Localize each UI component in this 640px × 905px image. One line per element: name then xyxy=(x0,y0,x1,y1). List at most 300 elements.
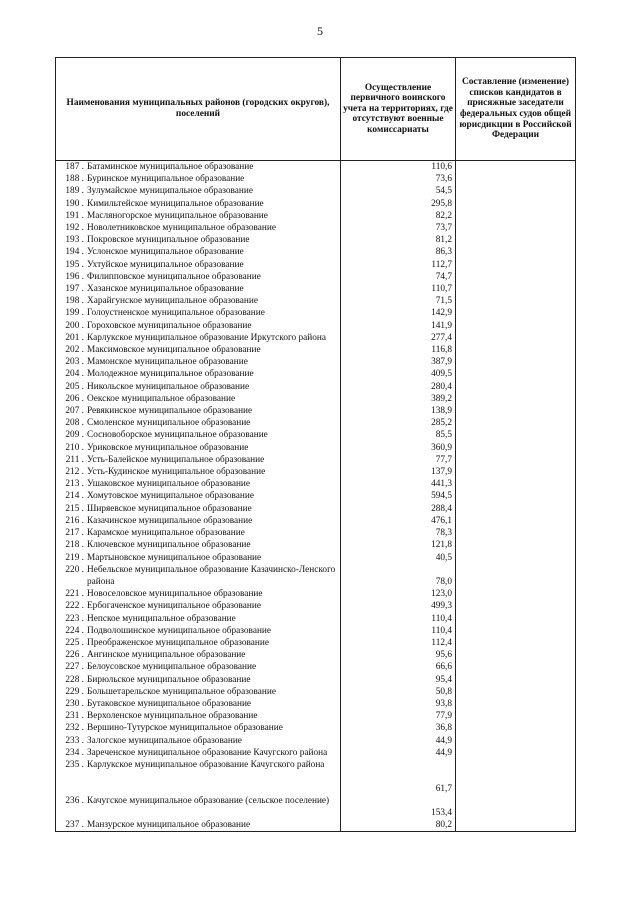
municipality-name: Новоселовское муниципальное образование xyxy=(87,589,263,600)
municipality-name: Бирюльское муниципальное образование xyxy=(87,674,251,685)
table-row xyxy=(56,698,576,710)
jury-candidates-value xyxy=(456,515,576,527)
table-row xyxy=(56,442,576,454)
municipality-name: Харайгунское муниципальное образование xyxy=(87,296,258,307)
municipality-cell xyxy=(56,527,341,539)
municipality-cell xyxy=(56,246,341,258)
municipality-name: Зареченское муниципальное образование Качугского района xyxy=(87,747,328,758)
municipality-cell xyxy=(56,161,341,174)
jury-candidates-value xyxy=(456,564,576,588)
row-number: 225 . xyxy=(65,637,84,648)
municipality-name: Масляногорское муниципальное образование xyxy=(87,210,268,221)
table-row xyxy=(56,564,576,588)
municipality-cell xyxy=(56,722,341,734)
municipality-cell xyxy=(56,625,341,637)
municipality-name: Хазанское муниципальное образование xyxy=(87,284,244,295)
military-registration-value: 112,4 xyxy=(341,637,456,649)
row-number: 196 . xyxy=(65,271,84,282)
municipality-cell xyxy=(56,283,341,295)
row-number: 204 . xyxy=(65,369,84,380)
table-row xyxy=(56,674,576,686)
jury-candidates-value xyxy=(456,271,576,283)
municipality-cell xyxy=(56,271,341,283)
page-number: 5 xyxy=(317,24,323,38)
table-row xyxy=(56,613,576,625)
municipality-name: Манзурское муниципальное образование xyxy=(87,819,251,830)
table-row xyxy=(56,173,576,185)
municipality-cell xyxy=(56,466,341,478)
table-row xyxy=(56,503,576,515)
municipality-cell xyxy=(56,234,341,246)
jury-candidates-value xyxy=(456,295,576,307)
table-row xyxy=(56,185,576,197)
table-row xyxy=(56,819,576,832)
municipality-name: Ревякинское муниципальное образование xyxy=(87,406,253,417)
municipality-cell xyxy=(56,795,341,819)
military-registration-value: 110,7 xyxy=(341,283,456,295)
municipality-name: Подволошинское муниципальное образование xyxy=(87,625,272,636)
jury-candidates-value xyxy=(456,417,576,429)
row-number: 206 . xyxy=(65,393,84,404)
municipality-cell xyxy=(56,332,341,344)
jury-candidates-value xyxy=(456,283,576,295)
jury-candidates-value xyxy=(456,539,576,551)
row-number: 223 . xyxy=(65,613,84,624)
municipality-cell xyxy=(56,356,341,368)
military-registration-value: 71,5 xyxy=(341,295,456,307)
municipality-name: Услонское муниципальное образование xyxy=(87,247,244,258)
military-registration-value: 288,4 xyxy=(341,503,456,515)
military-registration-value: 73,7 xyxy=(341,222,456,234)
row-number: 210 . xyxy=(65,442,84,453)
municipality-name: Голоустненское муниципальное образование xyxy=(87,308,265,319)
jury-candidates-value xyxy=(456,588,576,600)
municipality-name: Ербогаченское муниципальное образование xyxy=(87,601,262,612)
row-number: 209 . xyxy=(65,430,84,441)
table-row xyxy=(56,490,576,502)
jury-candidates-value xyxy=(456,307,576,319)
municipality-name: Ухтуйское муниципальное образование xyxy=(87,259,244,270)
table-row xyxy=(56,405,576,417)
municipality-name: Хомутовское муниципальное образование xyxy=(87,491,255,502)
table-row xyxy=(56,283,576,295)
municipality-name: Ключевское муниципальное образование xyxy=(87,540,251,551)
municipality-cell xyxy=(56,307,341,319)
municipality-cell xyxy=(56,210,341,222)
municipality-name: Ширяевское муниципальное образование xyxy=(87,503,252,514)
municipality-name: Усть-Кудинское муниципальное образование xyxy=(87,467,266,478)
municipality-name: Новолетниковское муниципальное образование xyxy=(87,223,276,234)
military-registration-value: 594,5 xyxy=(341,490,456,502)
table-row xyxy=(56,795,576,819)
jury-candidates-value xyxy=(456,381,576,393)
municipality-cell xyxy=(56,454,341,466)
municipality-name: Сосновоборское муниципальное образование xyxy=(87,430,268,441)
jury-candidates-value xyxy=(456,368,576,380)
municipality-cell xyxy=(56,674,341,686)
municipality-cell xyxy=(56,503,341,515)
military-registration-value: 66,6 xyxy=(341,661,456,673)
jury-candidates-value xyxy=(456,393,576,405)
row-number: 207 . xyxy=(65,406,84,417)
row-number: 189 . xyxy=(65,186,84,197)
municipality-name: Гороховское муниципальное образование xyxy=(87,320,252,331)
table-row xyxy=(56,637,576,649)
municipality-cell xyxy=(56,429,341,441)
table-row xyxy=(56,246,576,258)
table-row xyxy=(56,417,576,429)
military-registration-value: 123,0 xyxy=(341,588,456,600)
jury-candidates-value xyxy=(456,185,576,197)
municipality-cell xyxy=(56,442,341,454)
row-number: 231 . xyxy=(65,711,84,722)
table-row xyxy=(56,271,576,283)
jury-candidates-value xyxy=(456,478,576,490)
military-registration-value: 285,2 xyxy=(341,417,456,429)
appropriations-table xyxy=(55,57,576,832)
municipality-name: Карамское муниципальное образование xyxy=(87,528,245,539)
table-body xyxy=(56,161,576,832)
municipality-cell xyxy=(56,613,341,625)
jury-candidates-value xyxy=(456,747,576,759)
jury-candidates-value xyxy=(456,625,576,637)
municipality-name: Залогское муниципальное образование xyxy=(87,735,242,746)
military-registration-value: 295,8 xyxy=(341,198,456,210)
municipality-name: Казачинское муниципальное образование xyxy=(87,515,253,526)
municipality-name: Качугское муниципальное образование (сельское поселение) xyxy=(87,795,330,806)
municipality-cell xyxy=(56,478,341,490)
military-registration-value: 112,7 xyxy=(341,259,456,271)
row-number: 230 . xyxy=(65,698,84,709)
jury-candidates-value xyxy=(456,759,576,795)
military-registration-value: 80,2 xyxy=(341,819,456,832)
municipality-name: Верхоленское муниципальное образование xyxy=(87,711,258,722)
military-registration-value: 50,8 xyxy=(341,686,456,698)
military-registration-value: 81,2 xyxy=(341,234,456,246)
row-number: 214 . xyxy=(65,491,84,502)
table-row xyxy=(56,722,576,734)
row-number: 218 . xyxy=(65,540,84,551)
table-row xyxy=(56,527,576,539)
jury-candidates-value xyxy=(456,405,576,417)
municipality-name: Ангинское муниципальное образование xyxy=(87,650,246,661)
municipality-cell xyxy=(56,381,341,393)
row-number: 195 . xyxy=(65,259,84,270)
military-registration-value: 44,9 xyxy=(341,747,456,759)
military-registration-value: 138,9 xyxy=(341,405,456,417)
table-row xyxy=(56,735,576,747)
row-number: 200 . xyxy=(65,320,84,331)
military-registration-value: 110,4 xyxy=(341,613,456,625)
row-number: 237 . xyxy=(65,819,84,830)
jury-candidates-value xyxy=(456,210,576,222)
row-number: 191 . xyxy=(65,210,84,221)
military-registration-value: 61,7 xyxy=(341,759,456,795)
table-row xyxy=(56,661,576,673)
row-number: 216 . xyxy=(65,515,84,526)
military-registration-value: 409,5 xyxy=(341,368,456,380)
table-row xyxy=(56,344,576,356)
military-registration-value: 86,3 xyxy=(341,246,456,258)
table-row xyxy=(56,429,576,441)
row-number: 192 . xyxy=(65,223,84,234)
row-number: 222 . xyxy=(65,601,84,612)
jury-candidates-value xyxy=(456,649,576,661)
row-number: 224 . xyxy=(65,625,84,636)
municipality-cell xyxy=(56,759,341,795)
jury-candidates-value xyxy=(456,161,576,174)
jury-candidates-value xyxy=(456,613,576,625)
table-row xyxy=(56,368,576,380)
jury-candidates-value xyxy=(456,246,576,258)
table-row xyxy=(56,381,576,393)
municipality-cell xyxy=(56,661,341,673)
row-number: 229 . xyxy=(65,686,84,697)
table-row xyxy=(56,625,576,637)
row-number: 208 . xyxy=(65,418,84,429)
jury-candidates-value xyxy=(456,454,576,466)
table-row xyxy=(56,552,576,564)
table-row xyxy=(56,320,576,332)
row-number: 190 . xyxy=(65,198,84,209)
jury-candidates-value xyxy=(456,686,576,698)
municipality-cell xyxy=(56,819,341,832)
row-number: 215 . xyxy=(65,503,84,514)
military-registration-value: 277,4 xyxy=(341,332,456,344)
jury-candidates-value xyxy=(456,320,576,332)
jury-candidates-value xyxy=(456,442,576,454)
municipality-name: Кимильтейское муниципальное образование xyxy=(87,198,264,209)
military-registration-value: 110,4 xyxy=(341,625,456,637)
row-number: 233 . xyxy=(65,735,84,746)
table-row xyxy=(56,259,576,271)
municipality-cell xyxy=(56,564,341,588)
municipality-cell xyxy=(56,515,341,527)
municipality-cell xyxy=(56,259,341,271)
table-row xyxy=(56,234,576,246)
municipality-name: Небельское муниципальное образование Казачинско-Ленского района xyxy=(87,564,336,587)
row-number: 202 . xyxy=(65,345,84,356)
table-row xyxy=(56,466,576,478)
jury-candidates-value xyxy=(456,466,576,478)
municipality-cell xyxy=(56,637,341,649)
row-number: 187 . xyxy=(65,162,84,172)
municipality-name: Молодежное муниципальное образование xyxy=(87,369,254,380)
row-number: 236 . xyxy=(65,795,84,806)
jury-candidates-value xyxy=(456,735,576,747)
jury-candidates-value xyxy=(456,552,576,564)
municipality-name: Филипповское муниципальное образование xyxy=(87,271,261,282)
military-registration-value: 77,9 xyxy=(341,710,456,722)
jury-candidates-value xyxy=(456,173,576,185)
municipality-cell xyxy=(56,405,341,417)
municipality-name: Преображенское муниципальное образование xyxy=(87,637,270,648)
municipality-name: Бутаковское муниципальное образование xyxy=(87,698,252,709)
row-number: 227 . xyxy=(65,662,84,673)
military-registration-value: 360,9 xyxy=(341,442,456,454)
military-registration-value: 441,3 xyxy=(341,478,456,490)
military-registration-value: 387,9 xyxy=(341,356,456,368)
table-row xyxy=(56,478,576,490)
municipality-cell xyxy=(56,344,341,356)
military-registration-value: 44,9 xyxy=(341,735,456,747)
military-registration-value: 499,3 xyxy=(341,600,456,612)
municipality-name: Карлукское муниципальное образование Иркутского района xyxy=(87,332,327,343)
municipality-name: Ушаковское муниципальное образование xyxy=(87,479,251,490)
jury-candidates-value xyxy=(456,661,576,673)
row-number: 205 . xyxy=(65,381,84,392)
jury-candidates-value xyxy=(456,722,576,734)
municipality-cell xyxy=(56,393,341,405)
military-registration-value: 141,9 xyxy=(341,320,456,332)
military-registration-value: 36,8 xyxy=(341,722,456,734)
municipality-name: Усть-Балейское муниципальное образование xyxy=(87,454,265,465)
jury-candidates-value xyxy=(456,222,576,234)
municipality-name: Вершино-Тутурское муниципальное образование xyxy=(87,723,283,734)
municipality-name: Покровское муниципальное образование xyxy=(87,235,250,246)
table-row xyxy=(56,356,576,368)
table-row xyxy=(56,600,576,612)
row-number: 201 . xyxy=(65,332,84,343)
municipality-cell xyxy=(56,222,341,234)
row-number: 232 . xyxy=(65,723,84,734)
municipality-name: Батаминское муниципальное образование xyxy=(87,162,254,172)
municipality-name: Мартыновское муниципальное образование xyxy=(87,552,262,563)
row-number: 199 . xyxy=(65,308,84,319)
military-registration-value: 40,5 xyxy=(341,552,456,564)
military-registration-value: 78,3 xyxy=(341,527,456,539)
row-number: 234 . xyxy=(65,747,84,758)
jury-candidates-value xyxy=(456,600,576,612)
header-military-registration: Осуществление первичного воинского учета на территориях, где отсутствуют военные комиссариаты xyxy=(341,58,456,161)
military-registration-value: 82,2 xyxy=(341,210,456,222)
municipality-cell xyxy=(56,747,341,759)
row-number: 212 . xyxy=(65,467,84,478)
table-row xyxy=(56,539,576,551)
military-registration-value: 78,0 xyxy=(341,564,456,588)
row-number: 228 . xyxy=(65,674,84,685)
military-registration-value: 137,9 xyxy=(341,466,456,478)
municipality-cell xyxy=(56,198,341,210)
municipality-cell xyxy=(56,417,341,429)
header-jury-candidates: Составление (изменение) списков кандидатов в присяжные заседатели федеральных судов общей юрисдикции в Российской Федерации xyxy=(456,58,576,161)
table-row xyxy=(56,588,576,600)
jury-candidates-value xyxy=(456,637,576,649)
row-number: 198 . xyxy=(65,296,84,307)
jury-candidates-value xyxy=(456,259,576,271)
municipality-cell xyxy=(56,368,341,380)
row-number: 217 . xyxy=(65,528,84,539)
row-number: 235 . xyxy=(65,759,84,770)
jury-candidates-value xyxy=(456,710,576,722)
military-registration-value: 74,7 xyxy=(341,271,456,283)
municipality-cell xyxy=(56,185,341,197)
municipality-cell xyxy=(56,320,341,332)
municipality-cell xyxy=(56,295,341,307)
municipality-name: Никольское муниципальное образование xyxy=(87,381,250,392)
table-row xyxy=(56,649,576,661)
municipality-name: Карлукское муниципальное образование Качугского района xyxy=(87,759,325,770)
jury-candidates-value xyxy=(456,429,576,441)
municipality-name: Зулумайское муниципальное образование xyxy=(87,186,253,197)
municipality-cell xyxy=(56,710,341,722)
municipality-cell xyxy=(56,173,341,185)
row-number: 219 . xyxy=(65,552,84,563)
table-row xyxy=(56,454,576,466)
military-registration-value: 54,5 xyxy=(341,185,456,197)
military-registration-value: 142,9 xyxy=(341,307,456,319)
municipality-cell xyxy=(56,686,341,698)
table-row xyxy=(56,332,576,344)
military-registration-value: 85,5 xyxy=(341,429,456,441)
municipality-cell xyxy=(56,552,341,564)
municipality-name: Белоусовское муниципальное образование xyxy=(87,662,257,673)
municipality-cell xyxy=(56,539,341,551)
jury-candidates-value xyxy=(456,527,576,539)
military-registration-value: 95,6 xyxy=(341,649,456,661)
table-row xyxy=(56,161,576,174)
jury-candidates-value xyxy=(456,503,576,515)
table-row xyxy=(56,710,576,722)
row-number: 194 . xyxy=(65,247,84,258)
table-row xyxy=(56,222,576,234)
military-registration-value: 73,6 xyxy=(341,173,456,185)
jury-candidates-value xyxy=(456,198,576,210)
row-number: 220 . xyxy=(65,564,84,575)
row-number: 193 . xyxy=(65,235,84,246)
jury-candidates-value xyxy=(456,795,576,819)
table-row xyxy=(56,198,576,210)
military-registration-value: 121,8 xyxy=(341,539,456,551)
military-registration-value: 280,4 xyxy=(341,381,456,393)
row-number: 203 . xyxy=(65,357,84,368)
table-row xyxy=(56,295,576,307)
table-header-row xyxy=(56,58,576,161)
municipality-cell xyxy=(56,735,341,747)
municipality-name: Оекское муниципальное образование xyxy=(87,393,236,404)
municipality-cell xyxy=(56,490,341,502)
military-registration-value: 95,4 xyxy=(341,674,456,686)
table-row xyxy=(56,686,576,698)
row-number: 211 . xyxy=(65,454,84,465)
jury-candidates-value xyxy=(456,819,576,832)
row-number: 197 . xyxy=(65,284,84,295)
municipality-name: Максимовское муниципальное образование xyxy=(87,345,261,356)
table-row xyxy=(56,747,576,759)
municipality-name: Большетарельское муниципальное образование xyxy=(87,686,276,697)
municipality-name: Мамонское муниципальное образование xyxy=(87,357,248,368)
jury-candidates-value xyxy=(456,698,576,710)
municipality-name: Смоленское муниципальное образование xyxy=(87,418,251,429)
row-number: 226 . xyxy=(65,650,84,661)
military-registration-value: 110,6 xyxy=(341,161,456,174)
military-registration-value: 476,1 xyxy=(341,515,456,527)
municipality-cell xyxy=(56,600,341,612)
municipality-name: Уриковское муниципальное образование xyxy=(87,442,249,453)
table-row xyxy=(56,515,576,527)
jury-candidates-value xyxy=(456,356,576,368)
jury-candidates-value xyxy=(456,344,576,356)
municipality-name: Непское муниципальное образование xyxy=(87,613,236,624)
row-number: 188 . xyxy=(65,174,84,185)
table-row xyxy=(56,759,576,795)
jury-candidates-value xyxy=(456,490,576,502)
military-registration-value: 153,4 xyxy=(341,795,456,819)
row-number: 213 . xyxy=(65,479,84,490)
jury-candidates-value xyxy=(456,234,576,246)
military-registration-value: 116,8 xyxy=(341,344,456,356)
military-registration-value: 77,7 xyxy=(341,454,456,466)
